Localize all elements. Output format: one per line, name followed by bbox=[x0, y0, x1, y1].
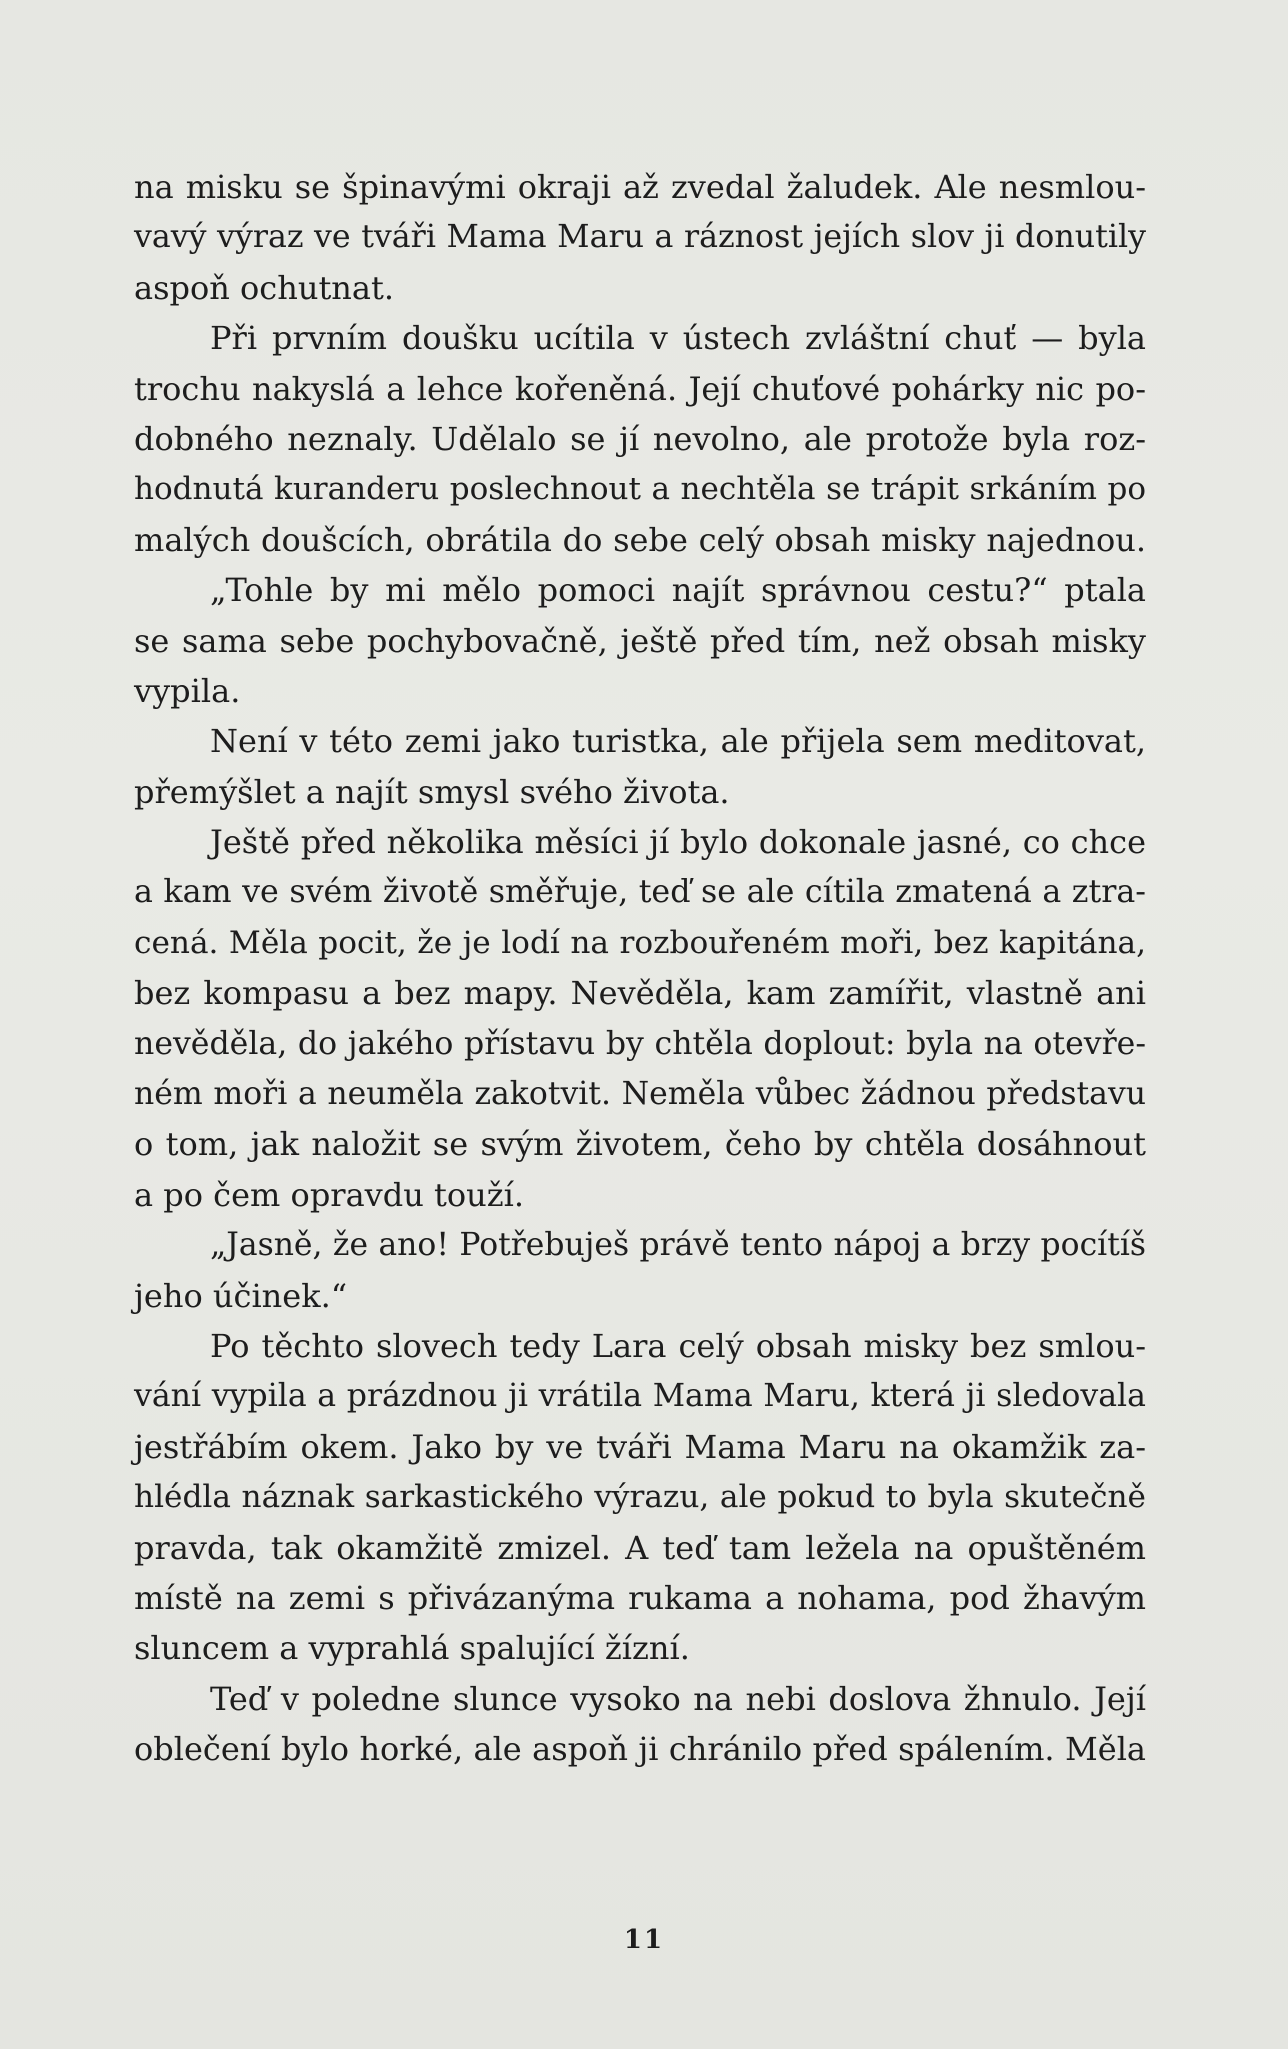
text-line: jestřábím okem. Jako by ve tváři Mama Maru na okamžik za- bbox=[134, 1427, 1146, 1466]
text-line: Po těchto slovech tedy Lara celý obsah misky bez smlou- bbox=[210, 1326, 1146, 1365]
body-text bbox=[134, 162, 1146, 1775]
text-line: místě na zemi s přivázanýma rukama a nohama, pod žhavým bbox=[134, 1578, 1146, 1617]
text-line: vypila. bbox=[134, 671, 241, 710]
text-line: vání vypila a prázdnou ji vrátila Mama Maru, která ji sledovala bbox=[134, 1378, 1146, 1415]
text-line: hlédla náznak sarkastického výrazu, ale pokud to byla skutečně bbox=[134, 1479, 1146, 1516]
text-line: bez kompasu a bez mapy. Nevěděla, kam zamířit, vlastně ani bbox=[134, 974, 1146, 1013]
text-line: o tom, jak naložit se svým životem, čeho by chtěla dosáhnout bbox=[134, 1125, 1146, 1164]
text-line: sluncem a vyprahlá spalující žízní. bbox=[134, 1629, 690, 1668]
text-line: pravda, tak okamžitě zmizel. A teď tam ležela na opuštěném bbox=[134, 1528, 1146, 1567]
page-number: 11 bbox=[623, 1925, 665, 1955]
text-line: a kam ve svém životě směřuje, teď se ale cítila zmatená a ztra- bbox=[134, 874, 1146, 911]
text-line: oblečení bylo horké, ale aspoň ji chránilo před spálením. Měla bbox=[134, 1730, 1146, 1769]
text-line: se sama sebe pochybovačně, ještě před tím, než obsah misky bbox=[134, 621, 1146, 660]
text-line: hodnutá kuranderu poslechnout a nechtěla se trápit srkáním po bbox=[134, 471, 1146, 508]
text-line: malých doušcích, obrátila do sebe celý obsah misky najednou. bbox=[134, 520, 1146, 559]
text-line: trochu nakyslá a lehce kořeněná. Její chuťové pohárky nic po- bbox=[134, 369, 1146, 408]
text-line: Při prvním doušku ucítila v ústech zvláštní chuť — byla bbox=[210, 319, 1146, 358]
text-line: Teď v poledne slunce vysoko na nebi doslova žhnulo. Její bbox=[210, 1679, 1146, 1718]
text-line: Není v této zemi jako turistka, ale přijela sem meditovat, bbox=[210, 722, 1146, 761]
text-line: cená. Měla pocit, že je lodí na rozbouřeném moři, bez kapitána, bbox=[134, 924, 1146, 961]
text-line: na misku se špinavými okraji až zvedal žaludek. Ale nesmlou- bbox=[134, 168, 1146, 206]
text-line: přemýšlet a najít smysl svého života. bbox=[134, 772, 730, 811]
text-line: dobného neznaly. Udělalo se jí nevolno, ale protože byla roz- bbox=[134, 419, 1146, 458]
text-line: aspoň ochutnat. bbox=[134, 268, 395, 307]
text-line: Ještě před několika měsíci jí bylo dokonale jasné, co chce bbox=[210, 823, 1146, 862]
text-line: vavý výraz ve tváři Mama Maru a ráznost jejích slov ji donutily bbox=[134, 219, 1146, 256]
text-line: jeho účinek.“ bbox=[134, 1276, 348, 1315]
text-line: ném moři a neuměla zakotvit. Neměla vůbec žádnou představu bbox=[134, 1076, 1146, 1113]
text-line: „Jasně, že ano! Potřebuješ právě tento nápoj a brzy pocítíš bbox=[210, 1227, 1146, 1264]
text-line: „Tohle by mi mělo pomoci najít správnou cestu?“ ptala bbox=[210, 571, 1146, 610]
text-line: a po čem opravdu touží. bbox=[134, 1175, 525, 1214]
text-line: nevěděla, do jakého přístavu by chtěla doplout: byla na otevře- bbox=[134, 1025, 1146, 1062]
